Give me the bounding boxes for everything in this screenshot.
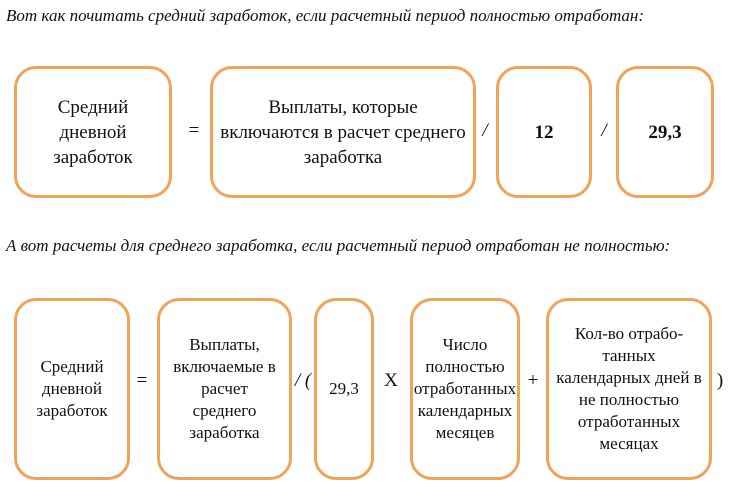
formula2-lhs-box [14, 298, 130, 480]
formula2-equals-sign: = [136, 370, 148, 391]
formula1-payments-box [210, 66, 476, 198]
formula2-days-box [314, 298, 374, 480]
formula2-days-value: 29,3 [329, 379, 359, 398]
formula1-lhs-box [14, 66, 172, 198]
formula1-divide-sign-2: / [601, 120, 607, 141]
formula1-months-value: 12 [534, 121, 554, 143]
formula1-caption: Вот как почитать средний заработок, если расчетный период полностью отработан: [6, 6, 645, 25]
formula2-caption: А вот расчеты для среднего заработка, если расчетный период отработан не полностью: [6, 236, 671, 255]
formula2-close-paren: ) [716, 370, 724, 391]
formula2-divide-open-paren: / ( [294, 370, 312, 391]
formula2-full-months-box [410, 298, 520, 480]
formula2-partial-days-text: Кол-во отрабо-танных календарных дней в не полностью отработанных месяцах [556, 324, 702, 453]
formula2-payments-text: Выплаты, включаемые в расчет среднего заработка [173, 335, 276, 442]
formula2-lhs-text: Средний дневной заработок [36, 357, 108, 420]
formula2-partial-days-box [546, 298, 712, 480]
formula1-days-value: 29,3 [648, 121, 682, 143]
formula1-months-box [496, 66, 592, 198]
formula2-full-months-text: Число полностью отработанных календарных месяцев [413, 335, 517, 442]
formula2-times-sign: X [384, 370, 398, 391]
formula1-lhs-text: Средний дневной заработок [53, 96, 133, 168]
formula1-equals-sign: = [188, 120, 200, 141]
formula1-divide-sign-1: / [482, 120, 488, 141]
formula1-days-box [616, 66, 714, 198]
formula2-payments-box [157, 298, 292, 480]
formula1-payments-text: Выплаты, которые включаются в расчет среднего заработка [220, 96, 466, 168]
formula2-plus-sign: + [527, 370, 539, 391]
